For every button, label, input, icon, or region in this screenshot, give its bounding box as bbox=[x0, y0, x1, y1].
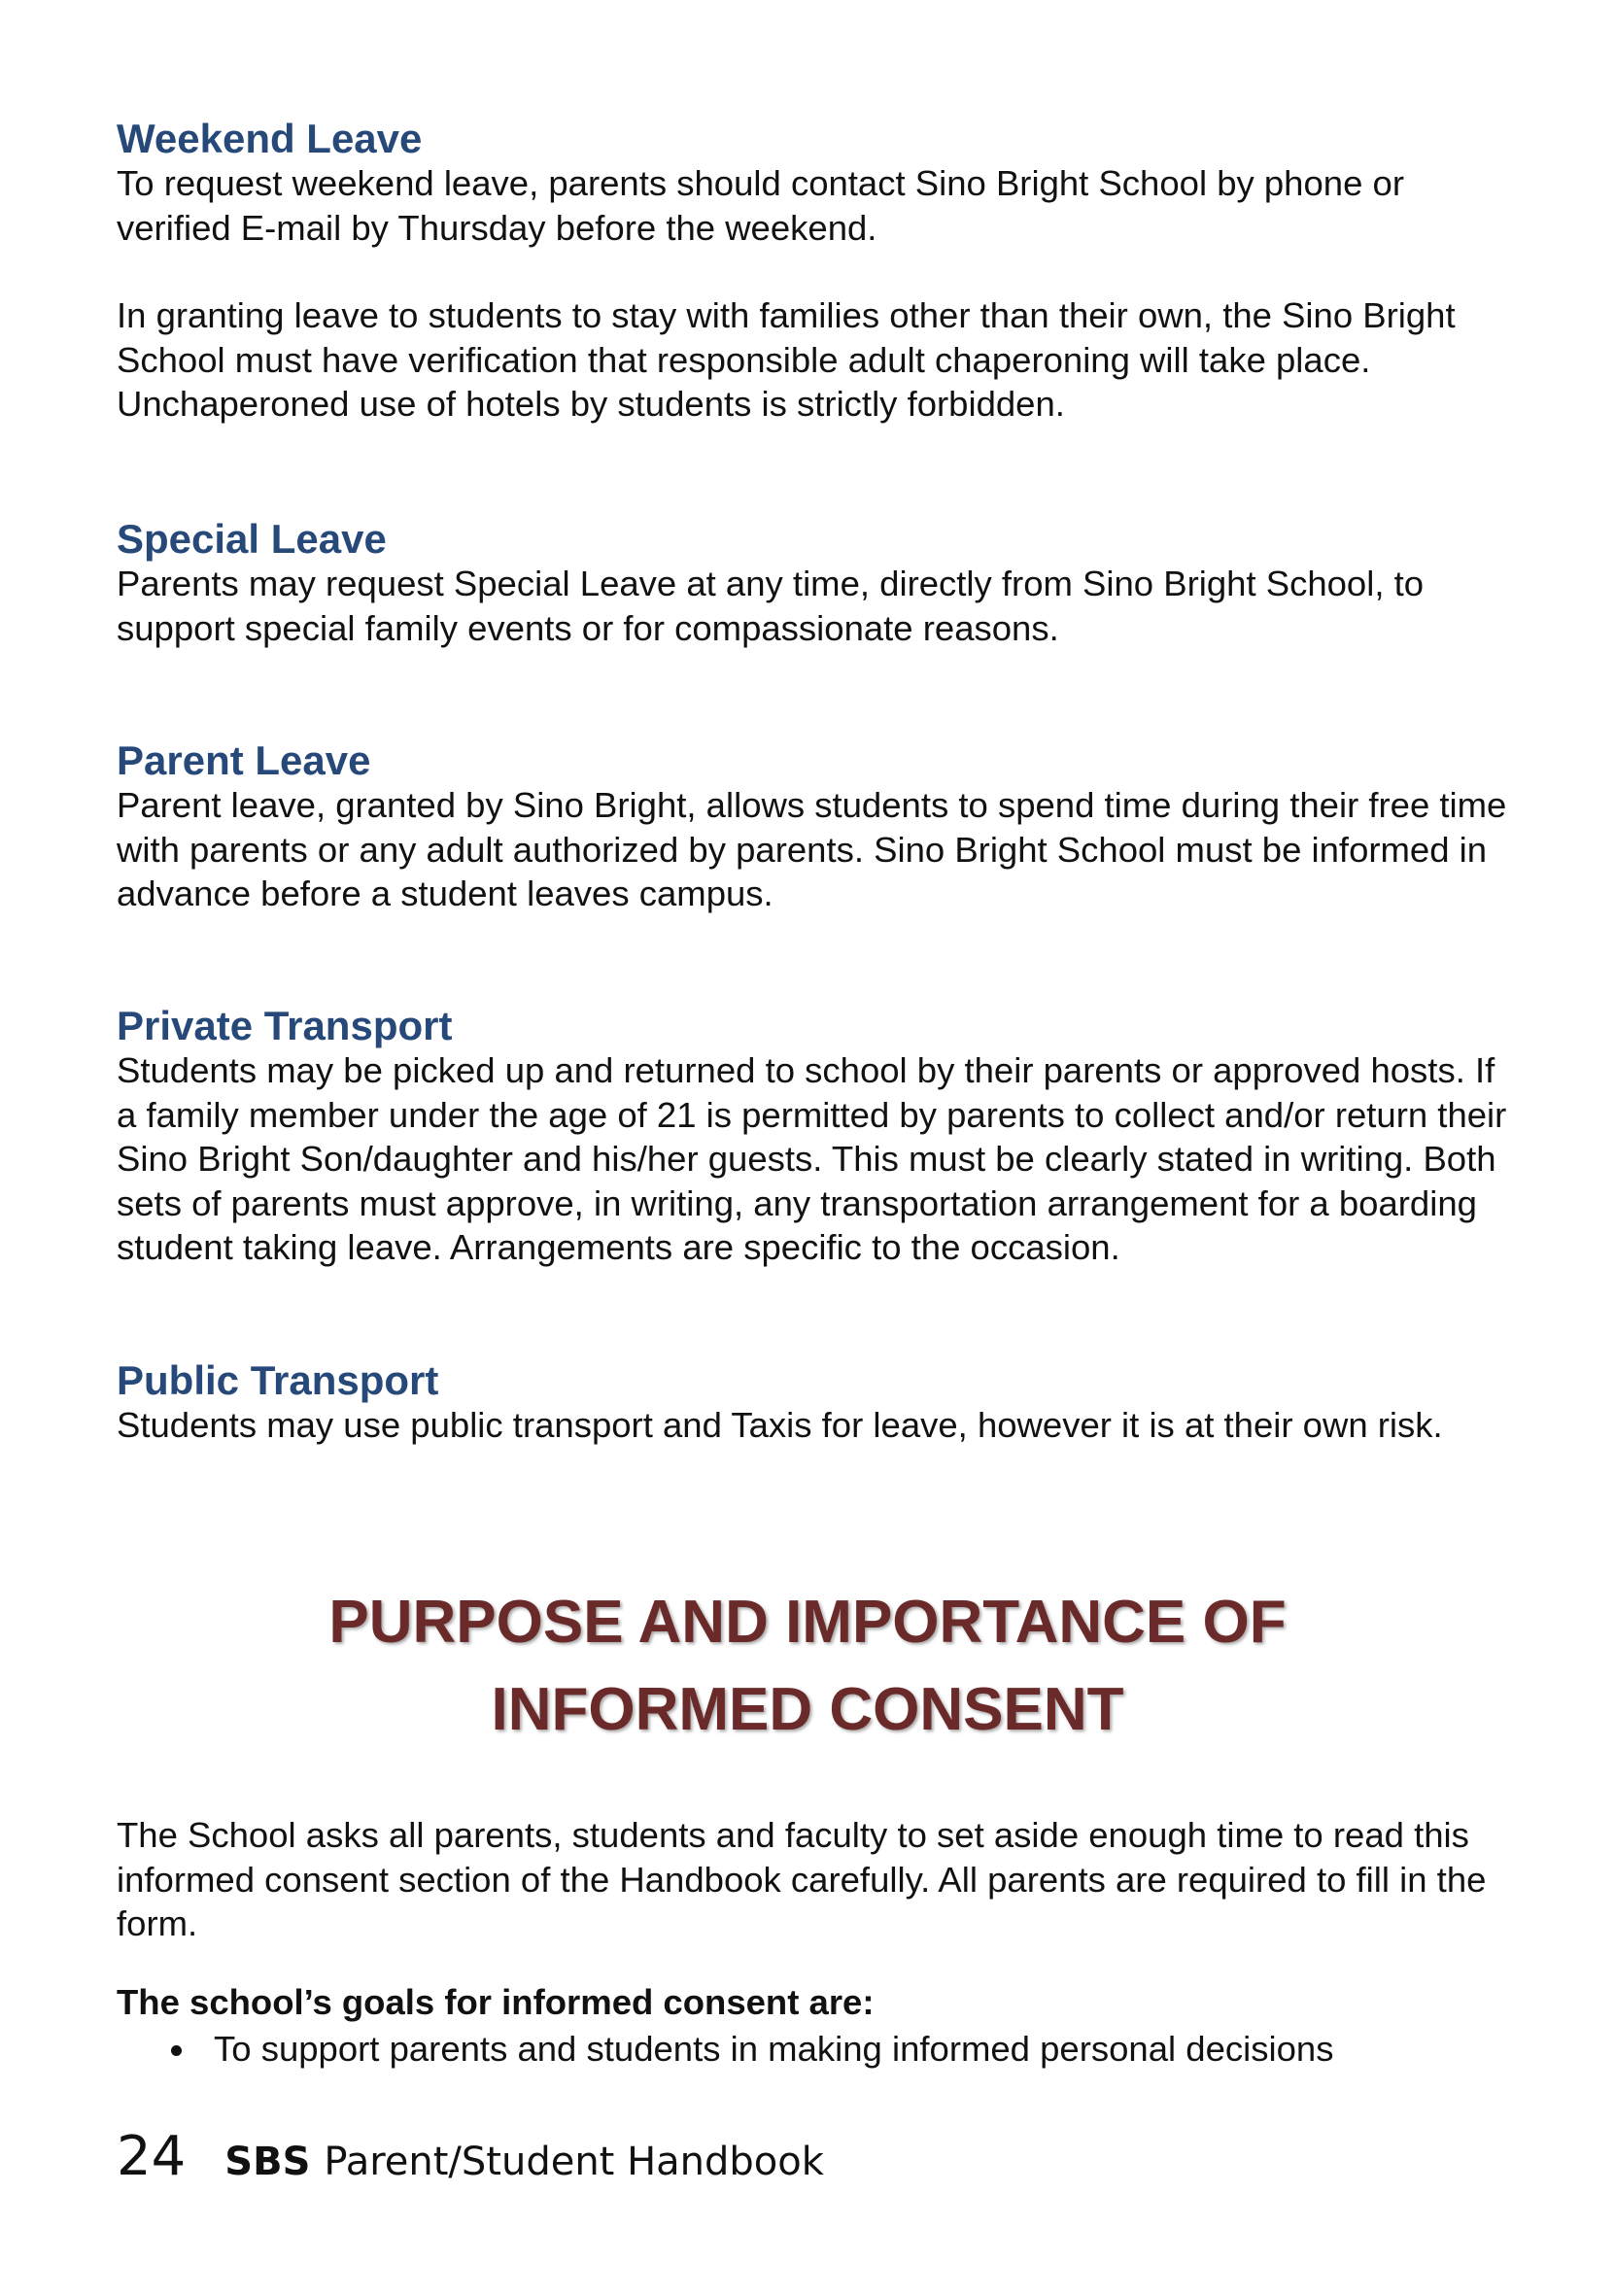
section-special-leave bbox=[117, 515, 1516, 650]
consent-goals bbox=[117, 1980, 1516, 2071]
page-number: 24 bbox=[117, 2125, 187, 2188]
section-paragraph: To request weekend leave, parents should contact Sino Bright School by phone or verified E-mail by Thursday before the weekend. bbox=[117, 163, 1404, 248]
list-item bbox=[117, 2027, 1516, 2071]
page-footer bbox=[117, 2125, 824, 2193]
section-heading: Private Transport bbox=[117, 1003, 453, 1048]
consent-title-line-1: PURPOSE AND IMPORTANCE OF bbox=[328, 1589, 1287, 1656]
section-paragraph: Parent leave, granted by Sino Bright, allows students to spend time during their free time with parents or any adult authorized by parents. Sino Bright School must be informed in advance before a student leaves campus. bbox=[117, 785, 1507, 913]
section-paragraph: Students may use public transport and Taxis for leave, however it is at their own risk. bbox=[117, 1405, 1443, 1445]
section-paragraph: Students may be picked up and returned to school by their parents or approved hosts. If a family member under the age of 21 is permitted by parents to collect and/or return their Sino Bright Son/daughter and his/her guests. This must be clearly stated in writing. Both sets of parents must approve, in writing, any transportation arrangement for a boarding student taking leave. Arrangements are specific to the occasion. bbox=[117, 1050, 1507, 1267]
goals-list bbox=[117, 2027, 1516, 2071]
section-public-transport bbox=[117, 1356, 1516, 1448]
consent-title-line-2: INFORMED CONSENT bbox=[491, 1676, 1124, 1743]
goals-label: The school’s goals for informed consent are: bbox=[117, 1982, 875, 2022]
bullet-icon bbox=[171, 2045, 182, 2056]
section-heading: Weekend Leave bbox=[117, 116, 423, 161]
section-parent-leave bbox=[117, 737, 1516, 916]
section-private-transport bbox=[117, 1002, 1516, 1270]
section-heading: Parent Leave bbox=[117, 737, 371, 783]
section-weekend-leave bbox=[117, 115, 1516, 427]
footer-abbr: SBS bbox=[224, 2140, 311, 2184]
footer-title: Parent/Student Handbook bbox=[324, 2140, 824, 2184]
section-paragraph: In granting leave to students to stay with families other than their own, the Sino Bright School must have verification that responsible adult chaperoning will take place. Unchaperoned use of hotels by students is strictly forbidden. bbox=[117, 295, 1456, 424]
section-heading: Special Leave bbox=[117, 516, 387, 562]
list-item-text: To support parents and students in making informed personal decisions bbox=[214, 2029, 1334, 2069]
section-paragraph: Parents may request Special Leave at any time, directly from Sino Bright School, to support special family events or for compassionate reasons. bbox=[117, 564, 1425, 648]
consent-intro bbox=[117, 1813, 1516, 1946]
section-heading: Public Transport bbox=[117, 1357, 439, 1403]
consent-intro-paragraph: The School asks all parents, students and faculty to set aside enough time to read this informed consent section of the Handbook carefully. All parents are required to fill in the form. bbox=[117, 1815, 1487, 1943]
